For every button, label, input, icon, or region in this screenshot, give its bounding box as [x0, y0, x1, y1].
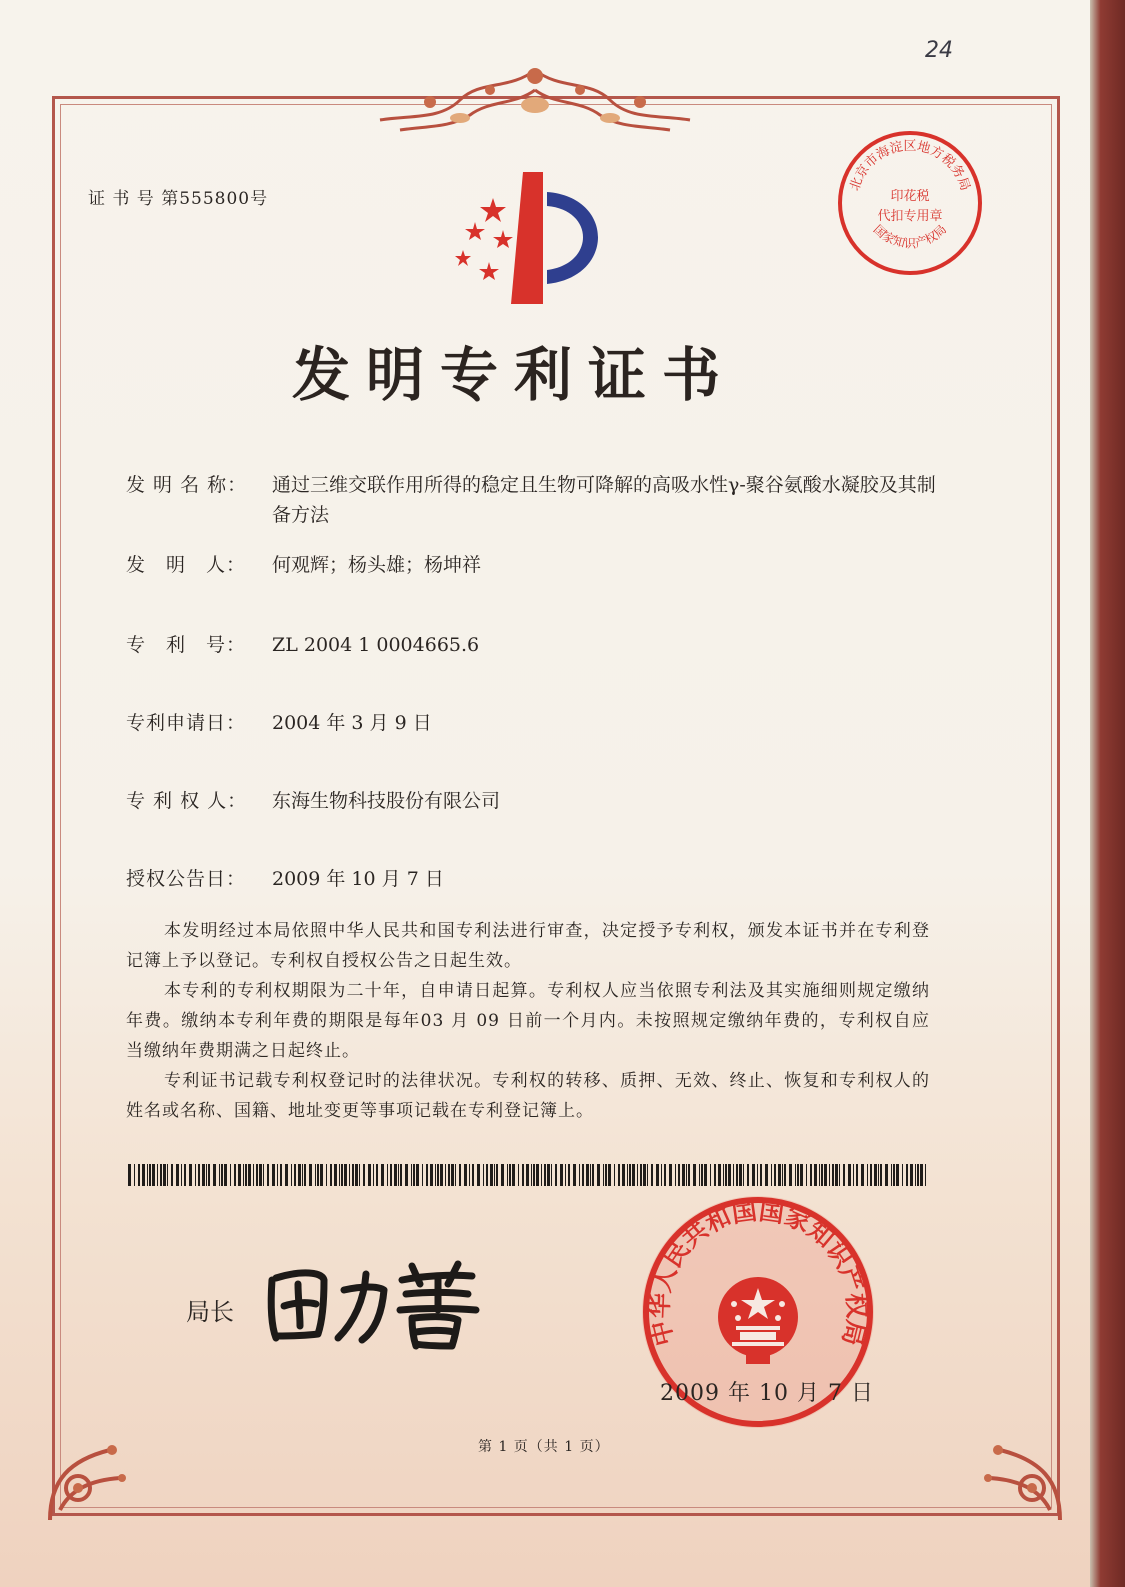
field-value: ZL 2004 1 0004665.6	[272, 634, 480, 656]
tax-stamp-line1: 印花税	[890, 189, 930, 204]
field-invention-name	[126, 470, 952, 530]
certificate-body	[126, 916, 930, 1126]
field-label: 发 明 名 称：	[126, 474, 248, 496]
field-label: 专利申请日：	[126, 712, 247, 734]
tax-stamp-bottom-text: 国家知识产权局	[870, 222, 950, 251]
field-label: 发 明 人：	[126, 554, 247, 576]
field-patent-number	[126, 630, 952, 660]
binding-edge	[1090, 0, 1125, 1587]
field-label: 专 利 号：	[126, 634, 247, 656]
seal-text: 中华人民共和国国家知识产权局	[644, 1196, 872, 1349]
document-title: 发明专利证书	[292, 341, 737, 409]
certificate-number: 证 书 号 第555800号	[88, 189, 269, 209]
field-filing-date	[126, 708, 952, 738]
field-value: 2004 年 3 月 9 日	[272, 712, 432, 734]
field-label: 授权公告日：	[126, 868, 247, 890]
cnipa-logo-icon	[445, 172, 620, 307]
page-footer: 第 1 页（共 1 页）	[478, 1439, 610, 1455]
handwritten-page-number: 24	[925, 38, 953, 63]
tax-stamp-outer-text: 北京市海淀区地方税务局	[847, 139, 973, 193]
field-label: 专 利 权 人：	[126, 790, 248, 812]
seal-date: 2009 年 10 月 7 日	[660, 1381, 874, 1406]
field-inventor	[126, 550, 952, 580]
tax-stamp	[835, 128, 985, 278]
field-value: 东海生物科技股份有限公司	[272, 790, 501, 812]
body-paragraph: 本发明经过本局依照中华人民共和国专利法进行审查，决定授予专利权，颁发本证书并在专利登记簿上予以登记。专利权自授权公告之日起生效。	[126, 921, 930, 971]
corner-ornament-icon	[30, 1420, 150, 1530]
field-value: 2009 年 10 月 7 日	[272, 868, 444, 890]
svg-text:国家知识产权局	[871, 222, 950, 250]
body-paragraph: 本专利的专利权期限为二十年，自申请日起算。专利权人应当依照专利法及其实施细则规定缴纳年费。缴纳本专利年费的期限是每年03 月 09 日前一个月内。未按照规定缴纳年费的，专利权自应当缴纳年费期满之日起终止。	[126, 981, 930, 1061]
field-value: 何观辉；杨头雄；杨坤祥	[272, 554, 482, 576]
field-value: 通过三维交联作用所得的稳定且生物可降解的高吸水性γ-聚谷氨酸水凝胶及其制备方法	[272, 474, 936, 526]
body-paragraph: 专利证书记载专利权登记时的法律状况。专利权的转移、质押、无效、终止、恢复和专利权人的姓名或名称、国籍、地址变更等事项记载在专利登记簿上。	[126, 1071, 930, 1121]
director-signature	[262, 1250, 482, 1350]
field-patentee	[126, 786, 952, 816]
field-grant-date	[126, 864, 952, 894]
signature-label: 局长	[186, 1298, 234, 1326]
tax-stamp-line2: 代扣专用章	[877, 209, 943, 224]
corner-ornament-icon	[960, 1420, 1080, 1530]
top-ornament-icon	[370, 60, 700, 138]
barcode	[128, 1164, 928, 1186]
